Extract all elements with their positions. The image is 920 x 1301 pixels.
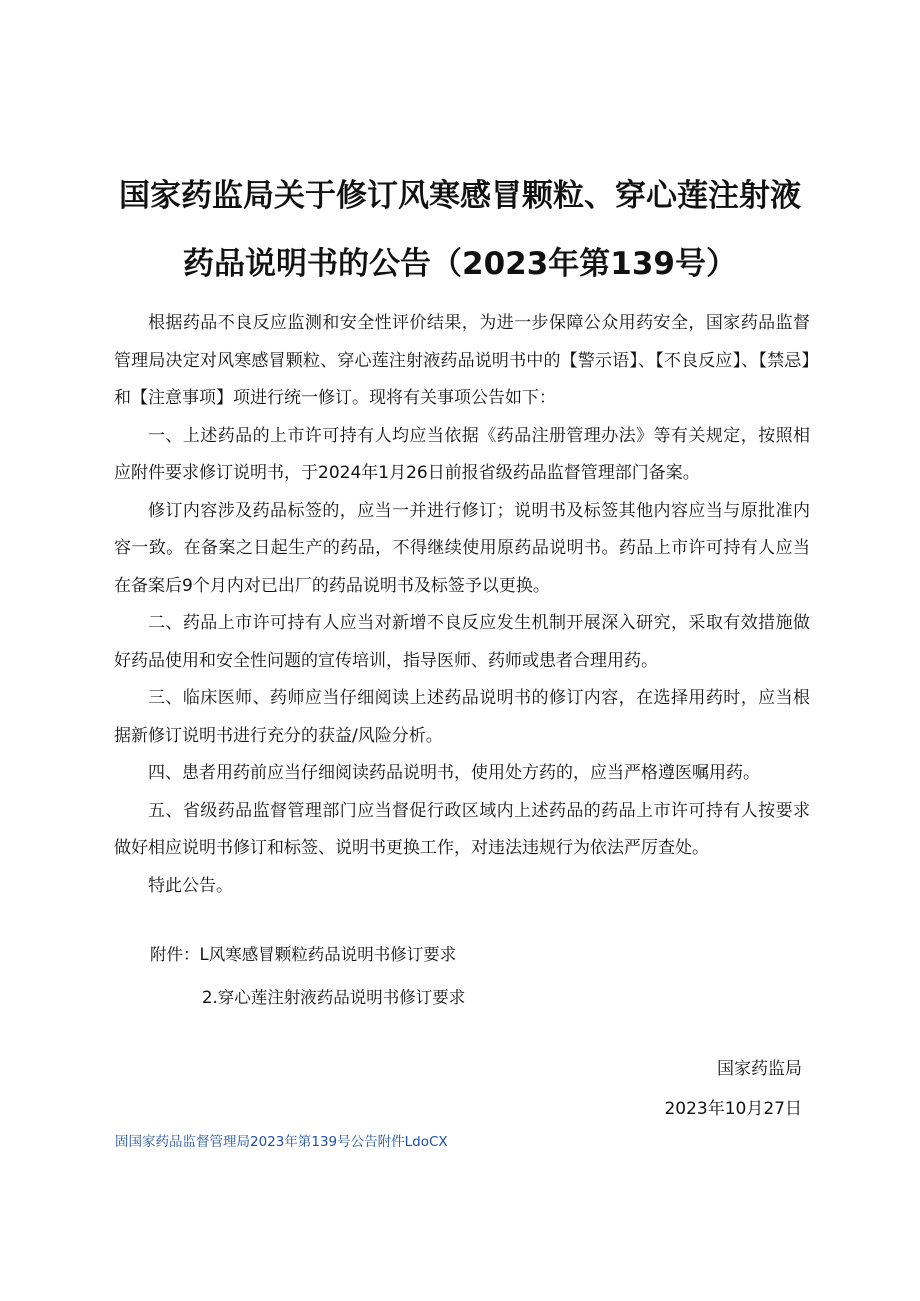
attachment-file-link[interactable]: 固国家药品监督管理局2023年第139号公告附件LdoCX (115, 1134, 448, 1150)
item-4-paragraph: 四、患者用药前应当仔细阅读药品说明书，使用处方药的，应当严格遵医嘱用药。 (148, 763, 760, 783)
intro-paragraph: 根据药品不良反应监测和安全性评价结果，为进一步保障公众用药安全，国家药品监督管理局决定对风寒感冒颗粒、穿心莲注射液药品说明书中的【警示语】、【不良反应】、【禁忌】和【注意事项】项进行统一修订。现将有关事项公告如下： (114, 313, 810, 408)
attachment-2: 2.穿心莲注射液药品说明书修订要求 (202, 988, 466, 1007)
page-title-line-1: 国家药监局关于修订风寒感冒颗粒、穿心莲注射液 (119, 178, 801, 214)
closing-paragraph: 特此公告。 (148, 875, 233, 896)
page-title-line-2: 药品说明书的公告（2023年第139号） (183, 246, 737, 282)
attachment-1: 附件：L风寒感冒颗粒药品说明书修订要求 (150, 945, 457, 964)
signature-date: 2023年10月27日 (664, 1099, 802, 1119)
item-2-paragraph: 二、药品上市许可持有人应当对新增不良反应发生机制开展深入研究，采取有效措施做好药品使用和安全性问题的宣传培训，指导医师、药师或患者合理用药。 (114, 613, 810, 671)
item-1-paragraph: 一、上述药品的上市许可持有人均应当依据《药品注册管理办法》等有关规定，按照相应附件要求修订说明书，于2024年1月26日前报省级药品监督管理部门备案。 (114, 425, 810, 483)
signature-organization: 国家药监局 (717, 1059, 802, 1079)
item-1-continued-paragraph: 修订内容涉及药品标签的，应当一并进行修订；说明书及标签其他内容应当与原批准内容一致。在备案之日起生产的药品，不得继续使用原药品说明书。药品上市许可持有人应当在备案后9个月内对已出厂的药品说明书及标签予以更换。 (114, 500, 810, 596)
item-5-paragraph: 五、省级药品监督管理部门应当督促行政区域内上述药品的药品上市许可持有人按要求做好相应说明书修订和标签、说明书更换工作，对违法违规行为依法严厉查处。 (114, 800, 810, 858)
item-3-paragraph: 三、临床医师、药师应当仔细阅读上述药品说明书的修订内容，在选择用药时，应当根据新修订说明书进行充分的获益/风险分析。 (114, 688, 810, 746)
announcement-body (114, 305, 810, 905)
